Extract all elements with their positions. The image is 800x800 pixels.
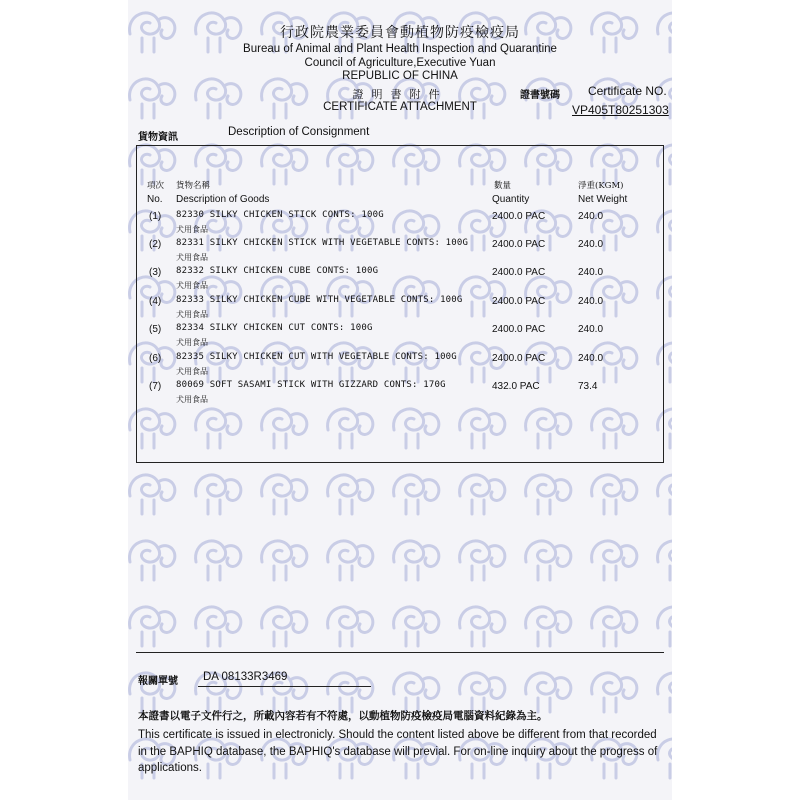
cert-no-label-zh: 證書號碼 [520, 90, 560, 101]
row-weight: 240.0 [578, 211, 604, 222]
row-no: (2) [149, 239, 162, 250]
consignment-heading-zh: 貨物資訊 [138, 132, 178, 143]
declaration-no-label-zh: 報關單號 [138, 676, 178, 687]
divider [136, 652, 664, 653]
agency-title-zh: 行政院農業委員會動植物防疫檢疫局 [280, 25, 520, 41]
col-no-zh: 項次 [147, 181, 165, 191]
electronic-notice-zh: 本證書以電子文件行之，所載內容若有不符處，以動植物防疫檢疫局電腦資料紀錄為主。 [138, 710, 548, 722]
row-category: 犬用食品 [176, 367, 208, 376]
row-category: 犬用食品 [176, 310, 208, 319]
row-quantity: 2400.0 PAC [492, 239, 546, 250]
row-category: 犬用食品 [176, 338, 208, 347]
row-quantity: 2400.0 PAC [492, 324, 546, 335]
row-quantity: 2400.0 PAC [492, 353, 546, 364]
row-description: 82331 SILKY CHICKEN STICK WITH VEGETABLE CONTS: 100G [176, 238, 469, 248]
consignment-heading: Description of Consignment [228, 126, 370, 138]
row-no: (5) [149, 324, 162, 335]
electronic-notice: This certificate is issued in electronicly. Should the content listed above be different from that recorded in the BAPHIQ database, the BAPHIQ's database will previal. For on-line inquiry about the progress of applications. [138, 729, 658, 774]
row-no: (6) [149, 353, 162, 364]
row-no: (4) [149, 296, 162, 307]
row-weight: 240.0 [578, 324, 604, 335]
col-weight-zh: 淨重(KGM) [578, 181, 624, 191]
country-name: REPUBLIC OF CHINA [342, 70, 458, 82]
col-desc: Description of Goods [176, 194, 270, 205]
col-desc-zh: 貨物名稱 [176, 181, 211, 191]
row-category: 犬用食品 [176, 395, 208, 404]
cert-no-value: VP405T80251303 [572, 103, 669, 117]
row-description: 82332 SILKY CHICKEN CUBE CONTS: 100G [176, 266, 379, 276]
row-weight: 240.0 [578, 267, 604, 278]
row-category: 犬用食品 [176, 225, 208, 234]
row-quantity: 2400.0 PAC [492, 211, 546, 222]
col-weight: Net Weight [578, 194, 628, 205]
row-no: (3) [149, 267, 162, 278]
row-quantity: 2400.0 PAC [492, 296, 546, 307]
council-name: Council of Agriculture,Executive Yuan [304, 57, 496, 69]
row-description: 82334 SILKY CHICKEN CUT CONTS: 100G [176, 323, 373, 333]
row-description: 82335 SILKY CHICKEN CUT WITH VEGETABLE CONTS: 100G [176, 352, 457, 362]
row-description: 82333 SILKY CHICKEN CUBE WITH VEGETABLE CONTS: 100G [176, 295, 463, 305]
col-qty-zh: 數量 [494, 181, 512, 191]
row-quantity: 2400.0 PAC [492, 267, 546, 278]
declaration-no-underline [198, 686, 371, 687]
row-weight: 73.4 [578, 381, 598, 392]
row-no: (7) [149, 381, 162, 392]
row-no: (1) [149, 211, 162, 222]
declaration-no-value: DA 08133R3469 [203, 671, 288, 683]
row-category: 犬用食品 [176, 281, 208, 290]
row-weight: 240.0 [578, 239, 604, 250]
row-category: 犬用食品 [176, 253, 208, 262]
row-weight: 240.0 [578, 296, 604, 307]
attachment-title-zh: 證明書附件 [352, 88, 448, 101]
row-description: 80069 SOFT SASAMI STICK WITH GIZZARD CONTS: 170G [176, 380, 446, 390]
row-description: 82330 SILKY CHICKEN STICK CONTS: 100G [176, 210, 384, 220]
attachment-title: CERTIFICATE ATTACHMENT [323, 101, 477, 113]
row-weight: 240.0 [578, 353, 604, 364]
col-no: No. [147, 194, 163, 205]
row-quantity: 432.0 PAC [492, 381, 540, 392]
col-qty: Quantity [492, 194, 530, 205]
cert-no-label: Certificate NO. [588, 84, 667, 98]
bureau-name: Bureau of Animal and Plant Health Inspection and Quarantine [243, 43, 557, 55]
